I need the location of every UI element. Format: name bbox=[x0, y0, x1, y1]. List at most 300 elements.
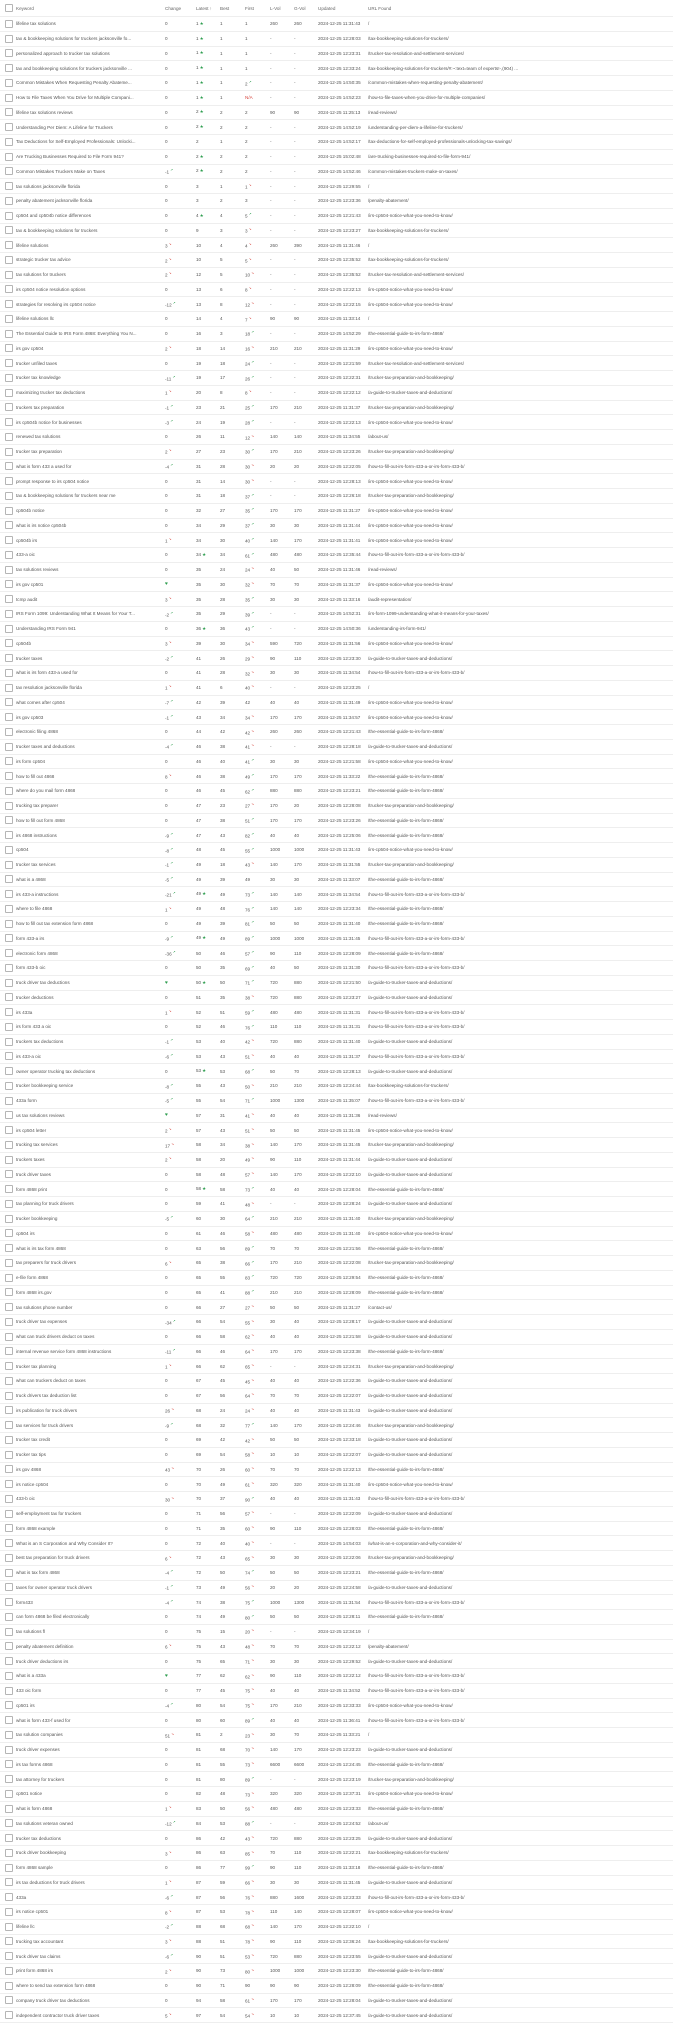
row-checkbox-cell[interactable] bbox=[0, 1772, 16, 1787]
row-checkbox[interactable] bbox=[5, 226, 13, 234]
keyword-text[interactable]: trucker tax planning bbox=[16, 1363, 57, 1369]
row-checkbox[interactable] bbox=[5, 757, 13, 765]
row-checkbox[interactable] bbox=[5, 743, 13, 751]
url-found-cell[interactable] bbox=[368, 1433, 673, 1448]
row-checkbox-cell[interactable] bbox=[0, 1285, 16, 1300]
row-checkbox[interactable] bbox=[5, 462, 13, 470]
table-row[interactable] bbox=[0, 872, 673, 887]
row-checkbox[interactable] bbox=[5, 1465, 13, 1473]
table-row[interactable] bbox=[0, 1034, 673, 1049]
url-link[interactable]: /a-guide-to-trucker-taxes-and-deductions/ bbox=[368, 1953, 453, 1959]
keyword-cell[interactable] bbox=[16, 798, 165, 813]
url-link[interactable]: /the-essential-guide-to-irs-form-4868/ bbox=[368, 1348, 444, 1354]
row-checkbox-cell[interactable] bbox=[0, 798, 16, 813]
keyword-text[interactable]: irs gov cp504 bbox=[16, 345, 44, 351]
keyword-text[interactable]: irs tax deductions for truck drivers bbox=[16, 1879, 85, 1885]
table-row[interactable] bbox=[0, 975, 673, 990]
keyword-text[interactable]: independent contractor truck driver taxes bbox=[16, 2012, 100, 2018]
row-checkbox[interactable] bbox=[5, 949, 13, 957]
url-link[interactable]: /irs-cp504-notice-what-you-need-to-know/ bbox=[368, 1702, 453, 1708]
url-found-cell[interactable] bbox=[368, 754, 673, 769]
row-checkbox-cell[interactable] bbox=[0, 562, 16, 577]
keyword-text[interactable]: trucking tax accountant bbox=[16, 1938, 64, 1944]
table-row[interactable] bbox=[0, 1093, 673, 1108]
keyword-text[interactable]: where do you mail form 4868 bbox=[16, 788, 76, 794]
keyword-cell[interactable] bbox=[16, 1300, 165, 1315]
row-checkbox-cell[interactable] bbox=[0, 1182, 16, 1197]
url-link[interactable]: /trucker-tax-preparation-and-bookkeeping/ bbox=[368, 1422, 454, 1428]
table-row[interactable] bbox=[0, 149, 673, 164]
url-found-cell[interactable] bbox=[368, 1565, 673, 1580]
keyword-cell[interactable] bbox=[16, 1403, 165, 1418]
row-checkbox-cell[interactable] bbox=[0, 1757, 16, 1772]
keyword-text[interactable]: Are Trucking Businesses Required to File Form 941? bbox=[16, 154, 124, 160]
url-found-cell[interactable] bbox=[368, 548, 673, 563]
row-checkbox[interactable] bbox=[5, 1156, 13, 1164]
table-row[interactable] bbox=[0, 1698, 673, 1713]
keyword-cell[interactable] bbox=[16, 282, 165, 297]
row-checkbox-cell[interactable] bbox=[0, 459, 16, 474]
keyword-text[interactable]: How to File Taxes When You Drive for Multiple Compani... bbox=[16, 95, 134, 101]
table-row[interactable] bbox=[0, 1683, 673, 1698]
table-row[interactable] bbox=[0, 17, 673, 32]
column-header-gvol[interactable]: G-Vol bbox=[294, 0, 318, 17]
url-link[interactable]: / bbox=[368, 1732, 370, 1738]
url-link[interactable]: /about-us/ bbox=[368, 434, 389, 440]
url-link[interactable]: / bbox=[368, 21, 370, 27]
row-checkbox[interactable] bbox=[5, 35, 13, 43]
row-checkbox[interactable] bbox=[5, 1569, 13, 1577]
row-checkbox[interactable] bbox=[5, 1819, 13, 1827]
row-checkbox-cell[interactable] bbox=[0, 592, 16, 607]
table-row[interactable] bbox=[0, 887, 673, 902]
url-link[interactable]: /irs-cp504-notice-what-you-need-to-know/ bbox=[368, 301, 453, 307]
row-checkbox-cell[interactable] bbox=[0, 577, 16, 592]
url-link[interactable]: /are-trucking-businesses-required-to-file-form-941/ bbox=[368, 154, 471, 160]
url-link[interactable]: /read-reviews/ bbox=[368, 109, 397, 115]
url-found-cell[interactable] bbox=[368, 607, 673, 622]
keyword-text[interactable]: tax & bookkeeping solutions for truckers jacksonville fo... bbox=[16, 36, 132, 42]
row-checkbox[interactable] bbox=[5, 1421, 13, 1429]
row-checkbox-cell[interactable] bbox=[0, 2008, 16, 2023]
row-checkbox[interactable] bbox=[5, 94, 13, 102]
row-checkbox[interactable] bbox=[5, 64, 13, 72]
table-row[interactable] bbox=[0, 798, 673, 813]
keyword-text[interactable]: truck driver bookkeeping bbox=[16, 1850, 67, 1856]
table-row[interactable] bbox=[0, 1595, 673, 1610]
row-checkbox-cell[interactable] bbox=[0, 872, 16, 887]
url-link[interactable]: /the-essential-guide-to-irs-form-4868/ bbox=[368, 773, 444, 779]
row-checkbox-cell[interactable] bbox=[0, 1875, 16, 1890]
keyword-text[interactable]: What is an S Corporation and Why Consider It? bbox=[16, 1540, 113, 1546]
url-link[interactable]: /tax-bookkeeping-solutions-for-truckers/ bbox=[368, 1850, 449, 1856]
url-link[interactable]: /trucker-tax-preparation-and-bookkeeping/ bbox=[368, 375, 454, 381]
url-found-cell[interactable] bbox=[368, 238, 673, 253]
url-found-cell[interactable] bbox=[368, 666, 673, 681]
row-checkbox-cell[interactable] bbox=[0, 1093, 16, 1108]
url-found-cell[interactable] bbox=[368, 223, 673, 238]
keyword-cell[interactable] bbox=[16, 843, 165, 858]
keyword-cell[interactable] bbox=[16, 223, 165, 238]
url-link[interactable]: /what-is-an-s-corporation-and-why-consider-it/ bbox=[368, 1540, 462, 1546]
row-checkbox[interactable] bbox=[5, 1333, 13, 1341]
url-link[interactable]: /the-essential-guide-to-irs-form-4868/ bbox=[368, 331, 444, 337]
row-checkbox[interactable] bbox=[5, 846, 13, 854]
keyword-text[interactable]: tax preparers for truck drivers bbox=[16, 1260, 76, 1266]
keyword-text[interactable]: owner operator trucking tax deductions bbox=[16, 1068, 96, 1074]
row-checkbox-cell[interactable] bbox=[0, 1418, 16, 1433]
keyword-cell[interactable] bbox=[16, 621, 165, 636]
url-link[interactable]: /common-mistakes-truckers-make-on-taxes/ bbox=[368, 168, 458, 174]
keyword-text[interactable]: what is form 433-f used for bbox=[16, 1717, 71, 1723]
keyword-text[interactable]: cp501 notice bbox=[16, 1791, 43, 1797]
url-found-cell[interactable] bbox=[368, 1241, 673, 1256]
table-row[interactable] bbox=[0, 1757, 673, 1772]
url-link[interactable]: /read-reviews/ bbox=[368, 1112, 397, 1118]
keyword-text[interactable]: 433-a oic bbox=[16, 552, 35, 558]
table-row[interactable] bbox=[0, 1654, 673, 1669]
url-found-cell[interactable] bbox=[368, 1993, 673, 2008]
url-link[interactable]: /irs-cp504-notice-what-you-need-to-know/ bbox=[368, 1230, 453, 1236]
url-link[interactable]: /irs-cp504-notice-what-you-need-to-know/ bbox=[368, 714, 453, 720]
table-row[interactable] bbox=[0, 46, 673, 61]
url-found-cell[interactable] bbox=[368, 474, 673, 489]
row-checkbox-cell[interactable] bbox=[0, 607, 16, 622]
url-link[interactable]: /the-essential-guide-to-irs-form-4868/ bbox=[368, 1466, 444, 1472]
row-checkbox-cell[interactable] bbox=[0, 282, 16, 297]
row-checkbox[interactable] bbox=[5, 108, 13, 116]
keyword-cell[interactable] bbox=[16, 1654, 165, 1669]
url-link[interactable]: /irs-cp504-notice-what-you-need-to-know/ bbox=[368, 758, 453, 764]
url-found-cell[interactable] bbox=[368, 1669, 673, 1684]
keyword-cell[interactable] bbox=[16, 1462, 165, 1477]
url-found-cell[interactable] bbox=[368, 1462, 673, 1477]
row-checkbox[interactable] bbox=[5, 536, 13, 544]
table-row[interactable] bbox=[0, 1447, 673, 1462]
keyword-text[interactable]: trucker tax knowledge bbox=[16, 375, 61, 381]
keyword-cell[interactable] bbox=[16, 90, 165, 105]
keyword-cell[interactable] bbox=[16, 164, 165, 179]
url-found-cell[interactable] bbox=[368, 710, 673, 725]
url-link[interactable]: /a-guide-to-trucker-taxes-and-deductions/ bbox=[368, 1407, 453, 1413]
url-found-cell[interactable] bbox=[368, 90, 673, 105]
keyword-cell[interactable] bbox=[16, 931, 165, 946]
table-row[interactable] bbox=[0, 503, 673, 518]
keyword-cell[interactable] bbox=[16, 784, 165, 799]
row-checkbox-cell[interactable] bbox=[0, 1079, 16, 1094]
row-checkbox[interactable] bbox=[5, 153, 13, 161]
keyword-text[interactable]: tax services for truck drivers bbox=[16, 1422, 74, 1428]
column-header-change[interactable]: Change bbox=[165, 0, 196, 17]
row-checkbox[interactable] bbox=[5, 1805, 13, 1813]
url-link[interactable]: /trucker-tax-resolution-and-settlement-services/ bbox=[368, 272, 464, 278]
keyword-cell[interactable] bbox=[16, 1020, 165, 1035]
row-checkbox[interactable] bbox=[5, 1554, 13, 1562]
table-row[interactable] bbox=[0, 1374, 673, 1389]
url-found-cell[interactable] bbox=[368, 1698, 673, 1713]
keyword-text[interactable]: what is form 433 a used for bbox=[16, 463, 72, 469]
url-link[interactable]: /the-essential-guide-to-irs-form-4868/ bbox=[368, 729, 444, 735]
keyword-cell[interactable] bbox=[16, 548, 165, 563]
url-link[interactable]: /a-guide-to-trucker-taxes-and-deductions/ bbox=[368, 1835, 453, 1841]
row-checkbox[interactable] bbox=[5, 1982, 13, 1990]
row-checkbox-cell[interactable] bbox=[0, 17, 16, 32]
url-link[interactable]: /read-reviews/ bbox=[368, 567, 397, 573]
table-row[interactable] bbox=[0, 1300, 673, 1315]
keyword-cell[interactable] bbox=[16, 1875, 165, 1890]
keyword-text[interactable]: best tax preparation for truck drivers bbox=[16, 1555, 90, 1561]
keyword-text[interactable]: tax solutions jacksonville florida bbox=[16, 183, 81, 189]
row-checkbox[interactable] bbox=[5, 1996, 13, 2004]
row-checkbox-cell[interactable] bbox=[0, 739, 16, 754]
keyword-cell[interactable] bbox=[16, 1580, 165, 1595]
keyword-text[interactable]: trucker tax preparation bbox=[16, 449, 62, 455]
table-row[interactable] bbox=[0, 164, 673, 179]
column-header-best[interactable]: Best bbox=[220, 0, 245, 17]
url-found-cell[interactable] bbox=[368, 533, 673, 548]
keyword-cell[interactable] bbox=[16, 1492, 165, 1507]
url-link[interactable]: /trucker-tax-preparation-and-bookkeeping/ bbox=[368, 1260, 454, 1266]
url-link[interactable]: /how-to-fill-out-irs-form-433-a-or-irs-form-433-b/ bbox=[368, 552, 465, 558]
table-row[interactable] bbox=[0, 444, 673, 459]
row-checkbox[interactable] bbox=[5, 684, 13, 692]
row-checkbox-cell[interactable] bbox=[0, 725, 16, 740]
keyword-text[interactable]: what can truck drivers deduct on taxes bbox=[16, 1334, 95, 1340]
row-checkbox-cell[interactable] bbox=[0, 444, 16, 459]
keyword-cell[interactable] bbox=[16, 400, 165, 415]
keyword-text[interactable]: truck driver tax expenses bbox=[16, 1319, 68, 1325]
keyword-cell[interactable] bbox=[16, 208, 165, 223]
keyword-text[interactable]: e-file form 4868 bbox=[16, 1275, 48, 1281]
url-link[interactable]: /the-essential-guide-to-irs-form-4868/ bbox=[368, 906, 444, 912]
row-checkbox-cell[interactable] bbox=[0, 754, 16, 769]
row-checkbox-cell[interactable] bbox=[0, 1108, 16, 1123]
url-found-cell[interactable] bbox=[368, 1964, 673, 1979]
row-checkbox[interactable] bbox=[5, 1716, 13, 1724]
keyword-text[interactable]: form 4868 print bbox=[16, 1186, 47, 1192]
keyword-text[interactable]: what can truckers deduct on taxes bbox=[16, 1378, 86, 1384]
table-row[interactable] bbox=[0, 2008, 673, 2023]
keyword-text[interactable]: taxes for owner operator truck drivers bbox=[16, 1584, 93, 1590]
keyword-text[interactable]: The Essential Guide to IRS Form 4868: Everything You N... bbox=[16, 331, 137, 337]
row-checkbox-cell[interactable] bbox=[0, 1241, 16, 1256]
table-row[interactable] bbox=[0, 1079, 673, 1094]
row-checkbox[interactable] bbox=[5, 1760, 13, 1768]
row-checkbox[interactable] bbox=[5, 1672, 13, 1680]
keyword-cell[interactable] bbox=[16, 1595, 165, 1610]
keyword-cell[interactable] bbox=[16, 1742, 165, 1757]
row-checkbox-cell[interactable] bbox=[0, 1433, 16, 1448]
keyword-cell[interactable] bbox=[16, 1934, 165, 1949]
keyword-text[interactable]: trucking tax services bbox=[16, 1142, 58, 1148]
keyword-text[interactable]: company truck driver tax deductions bbox=[16, 1997, 90, 2003]
row-checkbox-cell[interactable] bbox=[0, 312, 16, 327]
row-checkbox-cell[interactable] bbox=[0, 828, 16, 843]
keyword-cell[interactable] bbox=[16, 1182, 165, 1197]
url-link[interactable]: /a-guide-to-trucker-taxes-and-deductions/ bbox=[368, 744, 453, 750]
keyword-cell[interactable] bbox=[16, 341, 165, 356]
url-link[interactable]: /a-guide-to-trucker-taxes-and-deductions/ bbox=[368, 1658, 453, 1664]
keyword-text[interactable]: can form 4868 be filed electronically bbox=[16, 1614, 90, 1620]
row-checkbox-cell[interactable] bbox=[0, 961, 16, 976]
row-checkbox-cell[interactable] bbox=[0, 916, 16, 931]
row-checkbox[interactable] bbox=[5, 1657, 13, 1665]
table-row[interactable] bbox=[0, 857, 673, 872]
keyword-cell[interactable] bbox=[16, 1964, 165, 1979]
keyword-text[interactable]: trucker unfiled taxes bbox=[16, 360, 58, 366]
keyword-cell[interactable] bbox=[16, 1433, 165, 1448]
row-checkbox[interactable] bbox=[5, 1642, 13, 1650]
url-link[interactable]: /irs-cp504-notice-what-you-need-to-know/ bbox=[368, 537, 453, 543]
row-checkbox-cell[interactable] bbox=[0, 400, 16, 415]
keyword-cell[interactable] bbox=[16, 1521, 165, 1536]
keyword-text[interactable]: tax solutions for truckers bbox=[16, 272, 66, 278]
keyword-cell[interactable] bbox=[16, 872, 165, 887]
row-checkbox-cell[interactable] bbox=[0, 253, 16, 268]
url-link[interactable]: /the-essential-guide-to-irs-form-4868/ bbox=[368, 1968, 444, 1974]
url-found-cell[interactable] bbox=[368, 843, 673, 858]
row-checkbox-cell[interactable] bbox=[0, 1669, 16, 1684]
url-link[interactable]: / bbox=[368, 242, 370, 248]
row-checkbox[interactable] bbox=[5, 1849, 13, 1857]
keyword-cell[interactable] bbox=[16, 267, 165, 282]
table-row[interactable] bbox=[0, 548, 673, 563]
row-checkbox-cell[interactable] bbox=[0, 489, 16, 504]
keyword-text[interactable]: trucker bookkeeping bbox=[16, 1216, 58, 1222]
row-checkbox[interactable] bbox=[5, 1318, 13, 1326]
url-link[interactable]: /a-guide-to-trucker-taxes-and-deductions/ bbox=[368, 1452, 453, 1458]
row-checkbox-cell[interactable] bbox=[0, 267, 16, 282]
url-found-cell[interactable] bbox=[368, 208, 673, 223]
table-row[interactable] bbox=[0, 739, 673, 754]
url-found-cell[interactable] bbox=[368, 1197, 673, 1212]
keyword-text[interactable]: what is form 4868 bbox=[16, 1806, 53, 1812]
keyword-text[interactable]: what is irs form 433-a used for bbox=[16, 670, 78, 676]
keyword-cell[interactable] bbox=[16, 105, 165, 120]
url-link[interactable]: /understanding-irs-form-941/ bbox=[368, 626, 426, 632]
keyword-cell[interactable] bbox=[16, 1064, 165, 1079]
keyword-text[interactable]: irs gov cp503 bbox=[16, 714, 44, 720]
keyword-cell[interactable] bbox=[16, 444, 165, 459]
row-checkbox[interactable] bbox=[5, 1200, 13, 1208]
url-link[interactable]: /trucker-tax-resolution-and-settlement-services/ bbox=[368, 360, 464, 366]
url-found-cell[interactable] bbox=[368, 149, 673, 164]
keyword-text[interactable]: irs form 433 a oic bbox=[16, 1024, 52, 1030]
url-link[interactable]: /the-essential-guide-to-irs-form-4868/ bbox=[368, 876, 444, 882]
row-checkbox-cell[interactable] bbox=[0, 1787, 16, 1802]
url-found-cell[interactable] bbox=[368, 1374, 673, 1389]
table-row[interactable] bbox=[0, 76, 673, 91]
url-link[interactable]: /irs-cp504-notice-what-you-need-to-know/ bbox=[368, 847, 453, 853]
keyword-text[interactable]: trucker taxes bbox=[16, 655, 43, 661]
url-found-cell[interactable] bbox=[368, 179, 673, 194]
keyword-cell[interactable] bbox=[16, 1831, 165, 1846]
table-row[interactable] bbox=[0, 371, 673, 386]
row-checkbox-cell[interactable] bbox=[0, 975, 16, 990]
url-found-cell[interactable] bbox=[368, 621, 673, 636]
row-checkbox[interactable] bbox=[5, 212, 13, 220]
keyword-cell[interactable] bbox=[16, 1477, 165, 1492]
table-row[interactable] bbox=[0, 607, 673, 622]
table-row[interactable] bbox=[0, 90, 673, 105]
row-checkbox[interactable] bbox=[5, 256, 13, 264]
url-link[interactable]: / bbox=[368, 1924, 370, 1930]
table-row[interactable] bbox=[0, 1005, 673, 1020]
url-link[interactable]: /a-guide-to-trucker-taxes-and-deductions/ bbox=[368, 1171, 453, 1177]
keyword-text[interactable]: truck driver tax claims bbox=[16, 1953, 61, 1959]
row-checkbox[interactable] bbox=[5, 890, 13, 898]
table-row[interactable] bbox=[0, 931, 673, 946]
url-found-cell[interactable] bbox=[368, 135, 673, 150]
keyword-text[interactable]: what is tax form 4868 bbox=[16, 1570, 60, 1576]
keyword-cell[interactable] bbox=[16, 990, 165, 1005]
table-row[interactable] bbox=[0, 1197, 673, 1212]
table-row[interactable] bbox=[0, 1138, 673, 1153]
table-row[interactable] bbox=[0, 31, 673, 46]
row-checkbox-cell[interactable] bbox=[0, 1978, 16, 1993]
keyword-cell[interactable] bbox=[16, 61, 165, 76]
url-found-cell[interactable] bbox=[368, 253, 673, 268]
table-row[interactable] bbox=[0, 267, 673, 282]
row-checkbox[interactable] bbox=[5, 1111, 13, 1119]
select-all-checkbox-cell[interactable] bbox=[0, 0, 16, 17]
row-checkbox[interactable] bbox=[5, 1524, 13, 1532]
row-checkbox-cell[interactable] bbox=[0, 1315, 16, 1330]
column-header-url[interactable]: URL Found bbox=[368, 0, 673, 17]
url-found-cell[interactable] bbox=[368, 518, 673, 533]
url-found-cell[interactable] bbox=[368, 577, 673, 592]
row-checkbox-cell[interactable] bbox=[0, 238, 16, 253]
keyword-cell[interactable] bbox=[16, 149, 165, 164]
row-checkbox[interactable] bbox=[5, 271, 13, 279]
keyword-text[interactable]: trucker tax deductions bbox=[16, 1835, 61, 1841]
keyword-cell[interactable] bbox=[16, 1683, 165, 1698]
row-checkbox-cell[interactable] bbox=[0, 1949, 16, 1964]
url-found-cell[interactable] bbox=[368, 1300, 673, 1315]
url-found-cell[interactable] bbox=[368, 503, 673, 518]
keyword-text[interactable]: electronic form 4868 bbox=[16, 950, 58, 956]
keyword-text[interactable]: irs 4868 instructions bbox=[16, 832, 57, 838]
table-row[interactable] bbox=[0, 238, 673, 253]
url-link[interactable]: /understanding-per-diem-a-lifeline-for-truckers/ bbox=[368, 124, 463, 130]
keyword-text[interactable]: truckers taxes bbox=[16, 1157, 45, 1163]
keyword-cell[interactable] bbox=[16, 1388, 165, 1403]
keyword-cell[interactable] bbox=[16, 1757, 165, 1772]
url-found-cell[interactable] bbox=[368, 739, 673, 754]
table-row[interactable] bbox=[0, 1713, 673, 1728]
row-checkbox[interactable] bbox=[5, 20, 13, 28]
column-header-latest[interactable] bbox=[196, 0, 220, 17]
url-found-cell[interactable] bbox=[368, 444, 673, 459]
url-link[interactable]: /how-to-fill-out-irs-form-433-a-or-irs-form-433-b/ bbox=[368, 1009, 465, 1015]
keyword-cell[interactable] bbox=[16, 1108, 165, 1123]
url-link[interactable]: /tax-bookkeeping-solutions-for-truckers/ bbox=[368, 1938, 449, 1944]
row-checkbox-cell[interactable] bbox=[0, 223, 16, 238]
row-checkbox-cell[interactable] bbox=[0, 1123, 16, 1138]
url-link[interactable]: /irs-cp504-notice-what-you-need-to-know/ bbox=[368, 581, 453, 587]
url-link[interactable]: /how-to-fill-out-irs-form-433-a-or-irs-form-433-b/ bbox=[368, 1688, 465, 1694]
row-checkbox[interactable] bbox=[5, 374, 13, 382]
table-row[interactable] bbox=[0, 784, 673, 799]
url-link[interactable]: /irs-cp504-notice-what-you-need-to-know/ bbox=[368, 213, 453, 219]
row-checkbox-cell[interactable] bbox=[0, 1860, 16, 1875]
keyword-cell[interactable] bbox=[16, 371, 165, 386]
keyword-cell[interactable] bbox=[16, 312, 165, 327]
keyword-text[interactable]: irs 433a bbox=[16, 1009, 33, 1015]
keyword-cell[interactable] bbox=[16, 1551, 165, 1566]
url-found-cell[interactable] bbox=[368, 1816, 673, 1831]
url-found-cell[interactable] bbox=[368, 1875, 673, 1890]
